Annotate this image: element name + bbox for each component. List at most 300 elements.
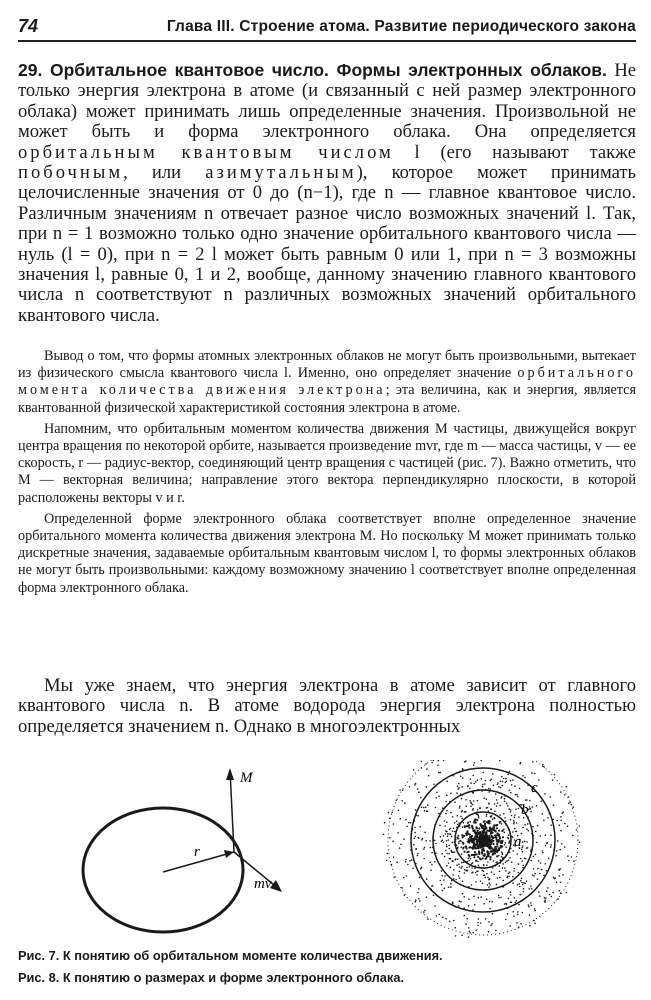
cloud-dot — [440, 880, 442, 882]
cloud-dot — [424, 810, 426, 812]
label-a: a — [514, 834, 522, 850]
cloud-dot — [544, 899, 546, 901]
cloud-dot — [525, 858, 527, 860]
cloud-dot — [441, 870, 443, 872]
cloud-dot — [421, 761, 423, 763]
cloud-dot — [496, 855, 498, 857]
cloud-dot — [466, 867, 468, 869]
cloud-dot — [483, 875, 485, 877]
cloud-dot — [490, 850, 492, 852]
cloud-dot — [465, 923, 467, 925]
cloud-dot — [473, 841, 475, 843]
cloud-dot — [499, 865, 501, 867]
cloud-dot — [483, 829, 485, 831]
cloud-dot — [391, 812, 393, 814]
cloud-dot — [458, 787, 460, 789]
cloud-dot — [556, 820, 558, 822]
cloud-dot — [528, 906, 530, 908]
cloud-dot — [449, 921, 451, 923]
cloud-dot — [500, 787, 502, 789]
cloud-dot — [439, 914, 441, 916]
cloud-dot — [393, 876, 395, 878]
closing-paragraph: Мы уже знаем, что энергия электрона в атоме зависит от главного квантового числа n. В атоме водорода энергия электрона полностью определяется значением n. Однако в многоэлектронных — [18, 675, 636, 737]
cloud-dot — [492, 818, 494, 820]
cloud-dot — [524, 841, 526, 843]
small-paragraph-3: Определенной форме электронного облака соответствует вполне определенное значение орбитального момента количества движения электрона M. Но поскольку M может принимать только дискретные значения, задаваемые орбитальным квантовым числом l, то формы электронных облаков не могут быть произвольными: каждому возможному значению l соответствует вполне определенная форма электронного облака. — [18, 510, 636, 596]
cloud-dot — [465, 760, 467, 762]
cloud-dot — [501, 842, 503, 844]
cloud-dot — [415, 809, 417, 811]
cloud-dot — [495, 930, 497, 932]
cloud-dot — [490, 856, 492, 858]
cloud-dot — [449, 848, 451, 850]
cloud-dot — [506, 803, 508, 805]
cloud-dot — [485, 833, 487, 835]
cloud-dot — [533, 856, 535, 858]
cloud-dot — [395, 800, 397, 802]
cloud-dot — [487, 807, 489, 809]
cloud-dot — [424, 832, 426, 834]
cloud-dot — [490, 788, 492, 790]
cloud-dot — [511, 861, 513, 863]
cloud-dot — [487, 837, 489, 839]
cloud-dot — [545, 845, 547, 847]
cloud-dot — [528, 830, 530, 832]
cloud-dot — [550, 834, 552, 836]
cloud-dot — [510, 894, 512, 896]
cloud-dot — [496, 799, 498, 801]
cloud-dot — [540, 835, 542, 837]
cloud-dot — [488, 931, 490, 933]
cloud-dot — [417, 853, 419, 855]
cloud-dot — [440, 772, 442, 774]
cloud-dot — [484, 823, 486, 825]
cloud-dot — [486, 864, 488, 866]
cloud-dot — [404, 895, 406, 897]
cloud-dot — [514, 814, 516, 816]
cloud-dot — [522, 912, 524, 914]
cloud-dot — [443, 835, 445, 837]
cloud-dot — [508, 876, 510, 878]
cloud-dot — [474, 818, 476, 820]
cloud-dot — [403, 838, 405, 840]
cloud-dot — [543, 875, 545, 877]
cloud-dot — [458, 905, 460, 907]
cloud-dot — [400, 844, 402, 846]
cloud-dot — [462, 893, 464, 895]
cloud-dot — [488, 840, 490, 842]
cloud-dot — [476, 874, 478, 876]
cloud-dot — [428, 775, 430, 777]
cloud-dot — [427, 918, 429, 920]
cloud-dot — [509, 790, 511, 792]
cloud-dot — [443, 879, 445, 881]
cloud-dot — [472, 848, 474, 850]
cloud-dot — [423, 858, 425, 860]
cloud-dot — [457, 815, 459, 817]
cloud-dot — [383, 834, 385, 836]
cloud-dot — [444, 875, 446, 877]
cloud-dot — [432, 885, 434, 887]
cloud-dot — [550, 846, 552, 848]
cloud-dot — [450, 883, 452, 885]
cloud-dot — [516, 853, 518, 855]
cloud-dot — [448, 886, 450, 888]
cloud-dot — [562, 874, 564, 876]
running-title: Глава III. Строение атома. Развитие периодического закона — [166, 18, 636, 35]
cloud-dot — [457, 838, 459, 840]
cloud-dot — [486, 873, 488, 875]
cloud-dot — [535, 854, 537, 856]
cloud-dot — [418, 898, 420, 900]
cloud-dot — [517, 796, 519, 798]
cloud-dot — [446, 794, 448, 796]
cloud-dot — [488, 822, 490, 824]
cloud-dot — [473, 856, 475, 858]
cloud-dot — [496, 884, 498, 886]
cloud-dot — [498, 895, 500, 897]
cloud-dot — [415, 849, 417, 851]
figure-8 — [383, 760, 581, 938]
cloud-dot — [559, 890, 561, 892]
cloud-dot — [509, 808, 511, 810]
cloud-dot — [519, 788, 521, 790]
cloud-dot — [504, 798, 506, 800]
cloud-dot — [522, 845, 524, 847]
cloud-dot — [466, 851, 468, 853]
cloud-dot — [460, 846, 462, 848]
emphasis-azimuthal: азимутальным — [205, 162, 357, 184]
cloud-dot — [471, 884, 473, 886]
emphasis-secondary: побочным — [18, 162, 124, 184]
cloud-dot — [483, 832, 485, 834]
cloud-dot — [435, 807, 437, 809]
cloud-dot — [516, 794, 518, 796]
cloud-dot — [537, 825, 539, 827]
cloud-dot — [545, 834, 547, 836]
cloud-dot — [477, 856, 479, 858]
cloud-dot — [493, 843, 495, 845]
cloud-dot — [483, 850, 485, 852]
cloud-dot — [475, 872, 477, 874]
cloud-dot — [453, 920, 455, 922]
cloud-dot — [489, 908, 491, 910]
small-paragraph-1 — [18, 348, 636, 417]
cloud-dot — [527, 823, 529, 825]
cloud-dot — [457, 836, 459, 838]
cloud-dot — [490, 832, 492, 834]
cloud-dot — [547, 887, 549, 889]
cloud-dot — [459, 805, 461, 807]
cloud-dot — [468, 827, 470, 829]
cloud-dot — [415, 901, 417, 903]
cloud-dot — [498, 830, 500, 832]
cloud-dot — [486, 815, 488, 817]
caption-figure-7: Рис. 7. К понятию об орбитальном моменте количества движения. — [18, 948, 443, 963]
cloud-dot — [446, 865, 448, 867]
cloud-dot — [414, 784, 416, 786]
cloud-dot — [483, 821, 485, 823]
cloud-dot — [470, 782, 472, 784]
cloud-dot — [423, 911, 425, 913]
cloud-dot — [427, 811, 429, 813]
cloud-dot — [464, 811, 466, 813]
cloud-dot — [546, 870, 548, 872]
cloud-dot — [509, 871, 511, 873]
paragraph-text-3: , или — [123, 162, 206, 184]
cloud-dot — [442, 917, 444, 919]
cloud-dot — [559, 849, 561, 851]
cloud-dot — [444, 820, 446, 822]
cloud-dot — [557, 898, 559, 900]
cloud-dot — [444, 833, 446, 835]
cloud-dot — [480, 760, 482, 761]
cloud-dot — [539, 873, 541, 875]
cloud-dot — [496, 861, 498, 863]
cloud-dot — [468, 838, 470, 840]
cloud-dot — [431, 762, 433, 764]
cloud-dot — [477, 830, 479, 832]
cloud-dot — [539, 895, 541, 897]
cloud-dot — [543, 820, 545, 822]
cloud-dot — [473, 764, 475, 766]
cloud-dot — [552, 892, 554, 894]
cloud-dot — [486, 798, 488, 800]
cloud-dot — [465, 846, 467, 848]
cloud-dot — [452, 831, 454, 833]
cloud-dot — [499, 805, 501, 807]
cloud-dot — [478, 897, 480, 899]
cloud-dot — [470, 803, 472, 805]
cloud-dot — [494, 810, 496, 812]
cloud-dot — [401, 887, 403, 889]
cloud-dot — [481, 845, 483, 847]
cloud-dot — [536, 805, 538, 807]
cloud-dot — [426, 786, 428, 788]
cloud-dot — [511, 815, 513, 817]
cloud-dot — [555, 855, 557, 857]
cloud-dot — [474, 837, 476, 839]
cloud-dot — [492, 913, 494, 915]
cloud-dot — [404, 802, 406, 804]
cloud-dot — [472, 828, 474, 830]
cloud-dot — [522, 841, 524, 843]
cloud-dot — [532, 874, 534, 876]
cloud-dot — [496, 843, 498, 845]
cloud-dot — [479, 831, 481, 833]
cloud-dot — [445, 918, 447, 920]
cloud-dot — [533, 868, 535, 870]
cloud-dot — [431, 852, 433, 854]
cloud-dot — [478, 827, 480, 829]
cloud-dot — [455, 879, 457, 881]
cloud-dot — [408, 822, 410, 824]
cloud-dot — [470, 840, 472, 842]
cloud-dot — [465, 806, 467, 808]
cloud-dot — [488, 878, 490, 880]
cloud-dot — [442, 890, 444, 892]
cloud-dot — [560, 882, 562, 884]
cloud-dot — [498, 897, 500, 899]
figures-area — [18, 760, 636, 950]
cloud-dot — [518, 872, 520, 874]
cloud-dot — [511, 784, 513, 786]
cloud-dot — [421, 867, 423, 869]
cloud-dot — [469, 932, 471, 934]
cloud-dot — [489, 827, 491, 829]
cloud-dot — [456, 792, 458, 794]
cloud-dot — [482, 848, 484, 850]
cloud-dot — [451, 836, 453, 838]
cloud-dot — [499, 877, 501, 879]
cloud-dot — [524, 777, 526, 779]
cloud-dot — [421, 807, 423, 809]
cloud-dot — [415, 899, 417, 901]
cloud-dot — [467, 825, 469, 827]
cloud-dot — [424, 910, 426, 912]
label-mv: mv — [254, 876, 272, 892]
cloud-dot — [498, 840, 500, 842]
cloud-dot — [499, 836, 501, 838]
cloud-dot — [465, 832, 467, 834]
cloud-dot — [469, 846, 471, 848]
cloud-dot — [468, 899, 470, 901]
cloud-dot — [420, 797, 422, 799]
cloud-dot — [515, 831, 517, 833]
cloud-dot — [483, 903, 485, 905]
cloud-dot — [472, 792, 474, 794]
cloud-dot — [414, 832, 416, 834]
cloud-dot — [454, 822, 456, 824]
cloud-dot — [484, 877, 486, 879]
cloud-dot — [550, 844, 552, 846]
cloud-dot — [465, 870, 467, 872]
cloud-dot — [502, 867, 504, 869]
cloud-dot — [482, 786, 484, 788]
cloud-dot — [441, 884, 443, 886]
cloud-dot — [497, 877, 499, 879]
cloud-dot — [486, 814, 488, 816]
cloud-dot — [478, 851, 480, 853]
cloud-dot — [564, 794, 566, 796]
cloud-dot — [397, 832, 399, 834]
cloud-dot — [524, 858, 526, 860]
cloud-dot — [417, 837, 419, 839]
cloud-dot — [473, 783, 475, 785]
cloud-dot — [522, 827, 524, 829]
cloud-dot — [527, 847, 529, 849]
cloud-dot — [461, 862, 463, 864]
cloud-dot — [478, 844, 480, 846]
cloud-dot — [396, 861, 398, 863]
cloud-dot — [468, 860, 470, 862]
cloud-dot — [469, 866, 471, 868]
cloud-dot — [538, 891, 540, 893]
cloud-dot — [436, 797, 438, 799]
cloud-dot — [446, 853, 448, 855]
cloud-dot — [472, 932, 474, 934]
cloud-dot — [476, 819, 478, 821]
cloud-dot — [530, 860, 532, 862]
cloud-dot — [448, 845, 450, 847]
label-c: c — [531, 780, 538, 796]
cloud-dot — [505, 862, 507, 864]
cloud-dot — [504, 867, 506, 869]
cloud-dot — [557, 840, 559, 842]
cloud-dot — [448, 833, 450, 835]
cloud-dot — [418, 815, 420, 817]
cloud-dot — [478, 865, 480, 867]
cloud-dot — [475, 781, 477, 783]
cloud-dot — [502, 880, 504, 882]
cloud-dot — [518, 904, 520, 906]
cloud-dot — [438, 772, 440, 774]
cloud-dot — [537, 868, 539, 870]
cloud-dot — [505, 842, 507, 844]
cloud-dot — [461, 934, 463, 936]
cloud-dot — [534, 873, 536, 875]
cloud-dot — [458, 835, 460, 837]
cloud-dot — [436, 915, 438, 917]
cloud-dot — [525, 799, 527, 801]
cloud-dot — [490, 780, 492, 782]
cloud-dot — [500, 781, 502, 783]
electron-cloud-dots — [383, 760, 581, 938]
cloud-dot — [399, 847, 401, 849]
cloud-dot — [533, 920, 535, 922]
cloud-dot — [534, 910, 536, 912]
cloud-dot — [466, 847, 468, 849]
cloud-dot — [429, 862, 431, 864]
cloud-dot — [508, 860, 510, 862]
cloud-dot — [474, 868, 476, 870]
cloud-dot — [534, 922, 536, 924]
cloud-dot — [509, 771, 511, 773]
cloud-dot — [446, 844, 448, 846]
cloud-dot — [468, 927, 470, 929]
cloud-dot — [524, 824, 526, 826]
cloud-dot — [542, 850, 544, 852]
cloud-dot — [493, 826, 495, 828]
cloud-dot — [518, 883, 520, 885]
cloud-dot — [526, 880, 528, 882]
cloud-dot — [445, 850, 447, 852]
cloud-dot — [413, 844, 415, 846]
cloud-dot — [510, 819, 512, 821]
cloud-dot — [475, 826, 477, 828]
cloud-dot — [488, 810, 490, 812]
cloud-dot — [485, 780, 487, 782]
cloud-dot — [483, 865, 485, 867]
cloud-dot — [498, 786, 500, 788]
cloud-dot — [414, 838, 416, 840]
cloud-dot — [482, 834, 484, 836]
cloud-dot — [568, 803, 570, 805]
cloud-dot — [482, 857, 484, 859]
cloud-dot — [579, 825, 581, 827]
cloud-dot — [512, 911, 514, 913]
cloud-dot — [484, 783, 486, 785]
cloud-dot — [443, 842, 445, 844]
cloud-dot — [502, 836, 504, 838]
cloud-dot — [512, 779, 514, 781]
cloud-dot — [470, 806, 472, 808]
cloud-dot — [479, 835, 481, 837]
cloud-dot — [450, 867, 452, 869]
cloud-dot — [388, 812, 390, 814]
cloud-dot — [571, 856, 573, 858]
cloud-dot — [386, 860, 388, 862]
